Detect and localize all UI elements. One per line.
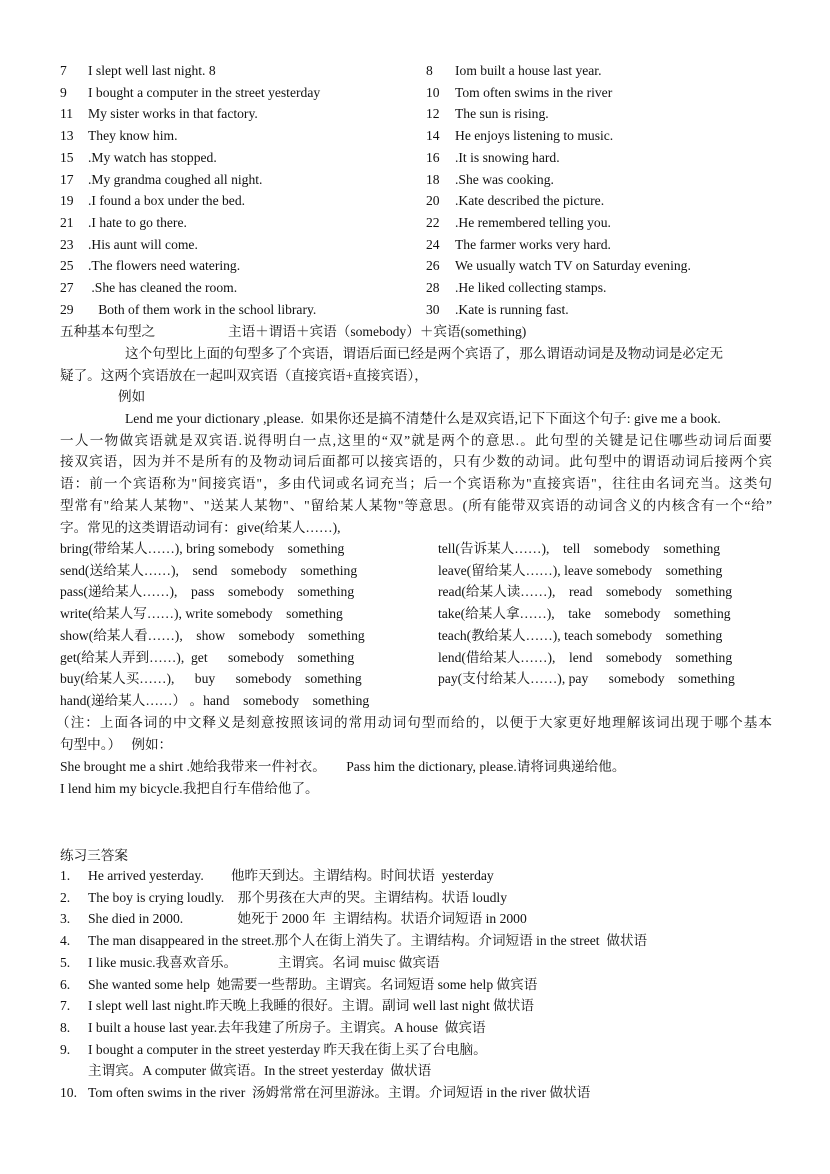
answer-number: 2. (60, 889, 71, 905)
paragraph-line: 这个句型比上面的句型多了个宾语，谓语后面已经是两个宾语了，那么谓语动词是及物动词是必定无 (125, 346, 724, 361)
sentence-number: 9 (60, 84, 67, 100)
sentence-text: .He remembered telling you. (455, 214, 611, 230)
answer-text: I bought a computer in the street yesterday 昨天我在街上买了台电脑。 (88, 1041, 487, 1057)
sentence-number: 22 (426, 214, 440, 230)
sentence-number: 29 (60, 301, 74, 317)
sentence-number: 21 (60, 214, 74, 230)
sentence-number: 14 (426, 128, 440, 144)
sentence-text: He enjoys listening to music. (455, 128, 614, 144)
sentence-number: 8 (426, 63, 433, 78)
sentence-text: .It is snowing hard. (455, 149, 560, 165)
example-label: 例如 (118, 389, 146, 404)
sentence-text: Both of them work in the school library. (88, 301, 317, 317)
answer-number: 10. (60, 1085, 77, 1100)
sentence-text: .She has cleaned the room. (88, 280, 238, 295)
note-line: 句型中。） 例如： (60, 737, 173, 752)
verb-entry: write(给某人写……), write somebody something (60, 606, 343, 622)
paragraph-line: 接双宾语，因为并不是所有的及物动词后面都可以接宾语的，只有少数的动词。此句型中的谓语动词后接两个宾 (60, 454, 772, 470)
sentence-number: 28 (426, 280, 440, 295)
sentence-number: 10 (426, 84, 440, 100)
sentence-number: 26 (426, 258, 440, 274)
verb-entry: get(给某人弄到……), get somebody something (60, 649, 355, 665)
sentence-text: .I found a box under the bed. (88, 193, 246, 209)
answer-number: 1. (60, 868, 71, 883)
sentence-number: 30 (426, 301, 440, 317)
paragraph-line: 疑了。这两个宾语放在一起叫双宾语（直接宾语+直接宾语）， (60, 368, 428, 383)
sentence-text: We usually watch TV on Saturday evening. (455, 258, 691, 274)
sentence-text: .He liked collecting stamps. (455, 280, 607, 295)
answer-number: 5. (60, 954, 71, 970)
verb-entry: lend(借给某人……), lend somebody something (438, 649, 733, 665)
sentence-number: 13 (60, 128, 74, 144)
answer-number: 6. (60, 976, 71, 992)
answer-text: I slept well last night.昨天晚上我睡的很好。主谓。副词 well last night 做状语 (88, 998, 534, 1014)
sentence-number: 7 (60, 63, 67, 78)
answer-text: Tom often swims in the river 汤姆常常在河里游泳。主谓。介词短语 in the river 做状语 (88, 1085, 591, 1100)
sentence-number: 20 (426, 193, 440, 209)
sentence-text: Iom built a house last year. (455, 63, 602, 78)
sentence-text: I bought a computer in the street yesterday (88, 84, 321, 100)
sentence-text: .Kate is running fast. (455, 301, 569, 317)
paragraph-line: 语：前一个宾语称为"间接宾语"，多由代词或名词充当；后一个宾语称为"直接宾语"，往往由名词充当。这类句 (60, 476, 772, 492)
example-sentence: I lend him my bicycle.我把自行车借给他了。 (60, 781, 319, 796)
answer-text: She died in 2000. 她死于 2000 年 主谓结构。状语介词短语 in 2000 (88, 911, 527, 927)
sentence-text: Tom often swims in the river (455, 84, 613, 100)
sentence-text: I slept well last night. 8 (88, 63, 216, 78)
sentence-text: .My watch has stopped. (88, 149, 217, 165)
sentence-text: .Kate described the picture. (455, 193, 605, 209)
verb-entry: pass(递给某人……), pass somebody something (60, 584, 355, 600)
verb-entry: pay(支付给某人……), pay somebody something (438, 671, 735, 687)
answers-title: 练习三答案 (60, 848, 128, 863)
verb-entry: hand(递给某人……） 。hand somebody something (60, 692, 370, 708)
sentence-number: 27 (60, 280, 74, 295)
sentence-number: 11 (60, 106, 74, 122)
verb-entry: tell(告诉某人……), tell somebody something (438, 541, 721, 556)
answer-text: The boy is crying loudly. 那个男孩在大声的哭。主谓结构。状语 loudly (88, 889, 507, 905)
answer-number: 4. (60, 933, 71, 949)
verb-entry: take(给某人拿……), take somebody something (438, 606, 731, 622)
answer-text: He arrived yesterday. 他昨天到达。主谓结构。时间状语 yesterday (88, 868, 494, 883)
note-line: （注：上面各词的中文释义是刻意按照该词的常用动词句型而给的，以便于大家更好地理解该词出现于哪个基本 (56, 715, 772, 730)
pattern-heading-formula: 主语＋谓语＋宾语（somebody）＋宾语(something) (228, 324, 527, 339)
verb-entry: teach(教给某人……), teach somebody something (438, 627, 723, 643)
sentence-text: .I hate to go there. (88, 214, 187, 230)
sentence-number: 15 (60, 149, 74, 165)
paragraph-line: 一人一物做宾语就是双宾语.说得明白一点,这里的“双”就是两个的意思.。此句型的关键是记住哪些动词后面要 (60, 432, 772, 448)
sentence-text: The sun is rising. (455, 106, 549, 122)
sentence-number: 25 (60, 258, 74, 274)
answer-number: 8. (60, 1019, 71, 1035)
sentence-text: The farmer works very hard. (455, 236, 611, 252)
sentence-text: .The flowers need watering. (88, 258, 241, 274)
verb-entry: show(给某人看……), show somebody something (60, 627, 365, 643)
paragraph-line: 型常有"给某人某物"、"送某人某物"、"留给某人某物"等意思。(所有能带双宾语的动词含义的内核含有一个“给” (60, 497, 772, 513)
sentence-text: .His aunt will come. (88, 236, 198, 252)
paragraph-line: 字。常见的这类谓语动词有：give(给某人……), (60, 519, 341, 535)
answer-text: 主谓宾。A computer 做宾语。In the street yesterday 做状语 (88, 1063, 432, 1079)
answer-text: I like music.我喜欢音乐。 主谓宾。名词 muisc 做宾语 (88, 954, 440, 970)
answer-number: 3. (60, 911, 71, 927)
verb-entry: bring(带给某人……), bring somebody something (60, 541, 345, 556)
sentence-text: .My grandma coughed all night. (88, 171, 263, 187)
answer-number: 7. (60, 998, 71, 1014)
sentence-number: 19 (60, 193, 74, 209)
example-sentence: She brought me a shirt .她给我带来一件衬衣。 Pass him the dictionary, please.请将词典递给他。 (60, 759, 626, 774)
verb-entry: buy(给某人买……), buy somebody something (60, 671, 362, 687)
verb-entry: leave(留给某人……), leave somebody something (438, 562, 723, 578)
sentence-text: My sister works in that factory. (88, 106, 258, 122)
verb-entry: send(送给某人……), send somebody something (60, 562, 358, 578)
sentence-number: 12 (426, 106, 440, 122)
paragraph-line: Lend me your dictionary ,please. 如果你还是搞不清楚什么是双宾语,记下下面这个句子: give me a book. (125, 411, 721, 426)
answer-text: I built a house last year.去年我建了所房子。主谓宾。A house 做宾语 (88, 1019, 486, 1035)
sentence-text: They know him. (88, 128, 178, 144)
answer-text: She wanted some help 她需要一些帮助。主谓宾。名词短语 some help 做宾语 (88, 976, 538, 992)
sentence-number: 23 (60, 236, 74, 252)
sentence-number: 24 (426, 236, 440, 252)
answer-number: 9. (60, 1041, 71, 1057)
pattern-heading-label: 五种基本句型之 (60, 324, 156, 339)
sentence-number: 17 (60, 171, 74, 187)
sentence-number: 16 (426, 149, 440, 165)
sentence-text: .She was cooking. (455, 171, 554, 187)
verb-entry: read(给某人读……), read somebody something (438, 584, 733, 600)
sentence-number: 18 (426, 171, 440, 187)
answer-text: The man disappeared in the street.那个人在街上消失了。主谓结构。介词短语 in the street 做状语 (88, 933, 648, 949)
